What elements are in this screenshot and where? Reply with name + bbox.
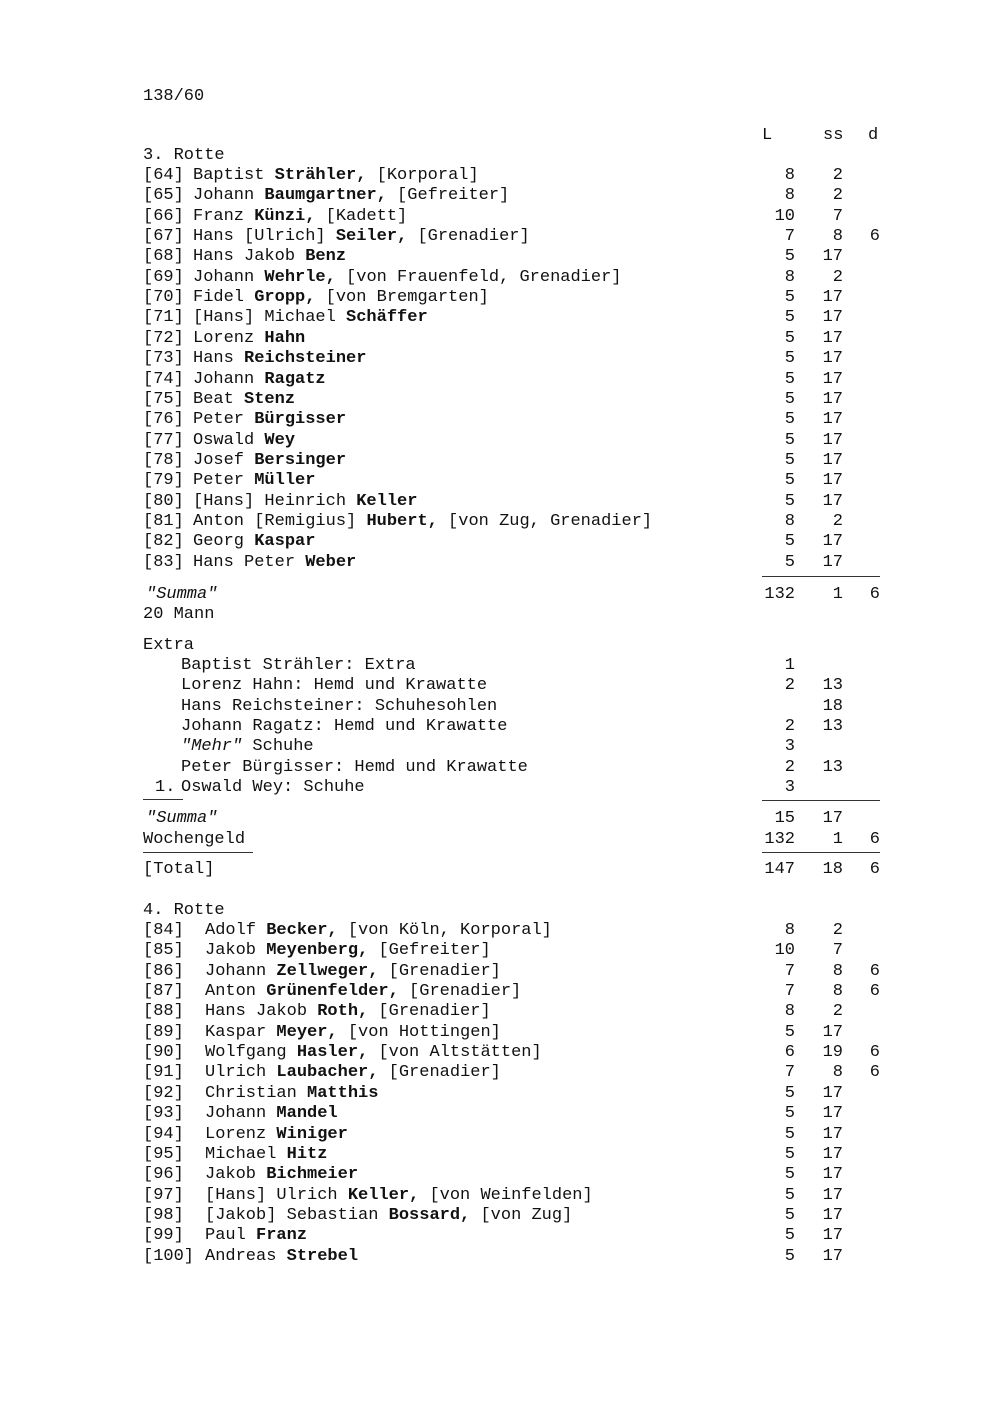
surname: Bichmeier [266, 1165, 359, 1185]
given-name: [Hans] Heinrich [193, 491, 357, 511]
person-entry [193, 390, 295, 410]
row-d: 6 [869, 982, 880, 1002]
extra-L: 1 [784, 656, 795, 675]
rank-note: [von Weinfelden] [419, 1185, 593, 1205]
given-name: Paul [205, 1226, 257, 1246]
row-number: [85] [143, 941, 184, 961]
extra-item-text: Baptist Strähler: Extra [181, 656, 416, 675]
row-number: [97] [143, 1185, 184, 1205]
person-entry [205, 982, 521, 1002]
row-ss: 7 [832, 206, 843, 226]
row-ss: 17 [822, 1083, 843, 1103]
surname: Zellweger, [276, 961, 379, 981]
row-number: [78] [143, 450, 184, 470]
row-L: 8 [784, 1002, 795, 1022]
rank-note: [Korporal] [366, 166, 479, 185]
surname: Meyer, [276, 1022, 338, 1042]
row-ss: 17 [822, 328, 843, 348]
row-ss: 2 [832, 511, 843, 531]
surname: Seiler, [335, 227, 408, 247]
row-L: 6 [784, 1043, 795, 1063]
extra-title: Extra [143, 636, 195, 655]
surname: Wehrle, [264, 267, 336, 287]
row-L: 7 [784, 982, 795, 1002]
extra-summa-L: 15 [774, 809, 795, 828]
surname: Hubert, [366, 511, 438, 531]
surname: Weber [305, 552, 357, 572]
rule-rotte3 [762, 576, 880, 577]
person-entry [193, 410, 346, 430]
row-number: [84] [143, 921, 184, 940]
person-entry [193, 349, 366, 369]
row-L: 7 [784, 961, 795, 981]
person-entry [193, 492, 417, 512]
extra-summa-ss: 17 [822, 809, 843, 828]
rank-note: [von Zug, Grenadier] [437, 511, 653, 531]
given-name: Johann [193, 369, 265, 389]
row-d: 6 [869, 1063, 880, 1083]
extra-L: 3 [784, 778, 795, 798]
row-ss: 8 [832, 1063, 843, 1083]
row-number: [83] [143, 552, 184, 572]
row-L: 5 [784, 1144, 795, 1164]
row-ss: 17 [822, 491, 843, 511]
row-d: 6 [869, 227, 880, 247]
row-L: 5 [784, 1104, 795, 1124]
person-entry [205, 921, 552, 941]
person-entry [205, 1063, 501, 1083]
given-name: Johann [205, 961, 277, 981]
extra-L: 2 [784, 757, 795, 777]
given-name: Beat [193, 389, 245, 409]
given-name: Johann [205, 1104, 277, 1124]
rank-note: [Grenadier] [398, 982, 522, 1002]
row-L: 7 [784, 227, 795, 247]
person-entry [193, 247, 346, 267]
row-number: [100] [143, 1246, 195, 1266]
rank-note: [Grenadier] [407, 227, 530, 247]
row-L: 8 [784, 921, 795, 940]
surname: Strähler, [274, 166, 367, 185]
row-ss: 17 [822, 532, 843, 552]
person-entry [193, 308, 428, 328]
given-name: Lorenz [205, 1124, 277, 1144]
surname: Stenz [244, 389, 296, 409]
row-L: 5 [784, 1246, 795, 1266]
surname: Bürgisser [254, 410, 347, 430]
rank-note: [von Bremgarten] [315, 288, 489, 308]
row-number: [72] [143, 328, 184, 348]
surname: Becker, [266, 921, 338, 940]
surname: Hahn [264, 328, 306, 348]
person-entry [205, 1002, 491, 1022]
row-number: [77] [143, 430, 184, 450]
rule-wochengeld-right [762, 852, 880, 853]
person-entry [193, 553, 356, 573]
person-entry [205, 1165, 358, 1185]
person-entry [193, 207, 407, 227]
given-name: Ulrich [205, 1063, 277, 1083]
row-L: 5 [784, 1205, 795, 1225]
row-number: [81] [143, 511, 184, 531]
rotte3-mann: 20 Mann [143, 605, 215, 624]
rank-note: [Grenadier] [368, 1002, 491, 1022]
row-ss: 17 [822, 308, 843, 328]
person-entry [193, 166, 479, 186]
surname: Grünenfelder, [266, 982, 399, 1002]
surname: Bersinger [254, 450, 347, 470]
extra-item [181, 676, 487, 696]
extra-item [181, 697, 497, 717]
row-ss: 2 [832, 186, 843, 206]
rank-note: [von Altstätten] [368, 1043, 542, 1063]
given-name: [Hans] Ulrich [205, 1185, 348, 1205]
row-L: 5 [784, 389, 795, 409]
row-number: [99] [143, 1226, 184, 1246]
extra-item [181, 778, 365, 798]
extra-ss: 13 [822, 717, 843, 737]
person-entry [205, 941, 491, 961]
extra-summa-label: "Summa" [146, 809, 218, 828]
rank-note: [Gefreiter] [368, 941, 491, 961]
row-L: 8 [784, 511, 795, 531]
given-name: Georg [193, 532, 255, 552]
row-L: 5 [784, 308, 795, 328]
person-entry [205, 1226, 307, 1246]
given-name: Wolfgang [205, 1043, 297, 1063]
extra-item-text: Schuhe [242, 737, 314, 757]
row-ss: 17 [822, 1144, 843, 1164]
extra-item [181, 656, 416, 676]
person-entry [205, 1145, 327, 1165]
row-number: [75] [143, 389, 184, 409]
extra-item-text: Lorenz Hahn: Hemd und Krawatte [181, 676, 488, 696]
given-name: Andreas [205, 1246, 287, 1266]
row-L: 5 [784, 1022, 795, 1042]
row-d: 6 [869, 1043, 880, 1063]
given-name: Anton [Remigius] [193, 511, 367, 531]
surname: Winiger [276, 1124, 348, 1144]
extra-ss: 13 [822, 757, 843, 777]
extra-item-text: Hans Reichsteiner: Schuhesohlen [181, 696, 498, 716]
given-name: Johann [193, 267, 265, 287]
row-ss: 17 [822, 389, 843, 409]
row-L: 5 [784, 288, 795, 308]
row-L: 10 [774, 206, 795, 226]
row-number: [94] [143, 1124, 184, 1144]
row-L: 5 [784, 552, 795, 572]
given-name: Hans [Ulrich] [193, 227, 336, 247]
extra-L: 2 [784, 676, 795, 696]
row-number: [71] [143, 308, 184, 328]
row-ss: 17 [822, 1022, 843, 1042]
rank-note: [Gefreiter] [386, 186, 510, 206]
row-number: [73] [143, 349, 184, 369]
row-L: 5 [784, 1083, 795, 1103]
wochengeld-d: 6 [869, 830, 880, 849]
extra-item-text: Johann Ragatz: Hemd und Krawatte [181, 717, 508, 737]
col-header-d: d [868, 126, 879, 145]
surname: Mandel [276, 1104, 338, 1124]
rank-note: [Grenadier] [378, 1063, 501, 1083]
given-name: Franz [193, 206, 255, 226]
row-ss: 17 [822, 552, 843, 572]
surname: Keller [356, 491, 418, 511]
row-ss: 17 [822, 1246, 843, 1266]
row-ss: 2 [832, 921, 843, 940]
extra-item-number: 1. [155, 778, 176, 798]
surname: Reichsteiner [244, 349, 367, 369]
rotte4-title: 4. Rotte [143, 901, 225, 920]
row-L: 5 [784, 1124, 795, 1144]
row-ss: 17 [822, 450, 843, 470]
surname: Bossard, [388, 1205, 471, 1225]
row-ss: 17 [822, 1104, 843, 1124]
row-L: 8 [784, 166, 795, 185]
extra-item-text: Oswald Wey: Schuhe [181, 778, 365, 798]
extra-item [181, 758, 528, 778]
row-L: 5 [784, 369, 795, 389]
row-ss: 17 [822, 471, 843, 491]
surname: Wey [264, 430, 296, 450]
row-L: 8 [784, 267, 795, 287]
total-ss: 18 [822, 860, 843, 879]
wochengeld-ss: 1 [832, 830, 843, 849]
person-entry [205, 1186, 593, 1206]
row-ss: 2 [832, 267, 843, 287]
given-name: Kaspar [205, 1022, 277, 1042]
row-ss: 2 [832, 1002, 843, 1022]
given-name: Hans Peter [193, 552, 306, 572]
person-entry [193, 288, 489, 308]
row-ss: 19 [822, 1043, 843, 1063]
surname: Schäffer [346, 308, 428, 328]
surname: Hasler, [296, 1043, 369, 1063]
surname: Strebel [286, 1246, 359, 1266]
surname: Künzi, [254, 206, 316, 226]
person-entry [193, 186, 509, 206]
row-ss: 17 [822, 247, 843, 267]
row-ss: 17 [822, 1185, 843, 1205]
row-number: [70] [143, 288, 184, 308]
row-number: [66] [143, 206, 184, 226]
row-number: [76] [143, 410, 184, 430]
surname: Gropp, [254, 288, 316, 308]
row-ss: 17 [822, 369, 843, 389]
rank-note: [von Frauenfeld, Grenadier] [335, 267, 622, 287]
extra-ss: 13 [822, 676, 843, 696]
person-entry [205, 1206, 572, 1226]
given-name: Christian [205, 1083, 308, 1103]
row-number: [89] [143, 1022, 184, 1042]
person-entry [205, 1125, 348, 1145]
person-entry [193, 370, 326, 390]
person-entry [193, 268, 622, 288]
given-name: [Hans] Michael [193, 308, 347, 328]
row-number: [98] [143, 1205, 184, 1225]
person-entry [193, 451, 346, 471]
rank-note: [Kadett] [315, 206, 408, 226]
row-L: 5 [784, 1185, 795, 1205]
surname: Franz [256, 1226, 308, 1246]
row-ss: 2 [832, 166, 843, 185]
row-number: [67] [143, 227, 184, 247]
given-name: Peter [193, 471, 255, 491]
person-entry [193, 532, 315, 552]
row-number: [69] [143, 267, 184, 287]
col-header-L: L [762, 126, 773, 145]
row-L: 8 [784, 186, 795, 206]
person-entry [193, 227, 530, 247]
surname: Baumgartner, [264, 186, 387, 206]
row-ss: 17 [822, 1124, 843, 1144]
rank-note: [Grenadier] [378, 961, 501, 981]
row-number: [82] [143, 532, 184, 552]
person-entry [193, 329, 305, 349]
surname: Kaspar [254, 532, 316, 552]
row-number: [65] [143, 186, 184, 206]
row-L: 5 [784, 532, 795, 552]
page-number: 138/60 [143, 87, 205, 106]
given-name: [Jakob] Sebastian [205, 1205, 389, 1225]
row-ss: 17 [822, 349, 843, 369]
person-entry [205, 1084, 378, 1104]
row-number: [90] [143, 1043, 184, 1063]
person-entry [193, 512, 652, 532]
given-name: Peter [193, 410, 255, 430]
row-number: [87] [143, 982, 184, 1002]
row-L: 5 [784, 491, 795, 511]
rotte3-summa-d: 6 [869, 585, 880, 604]
rank-note: [von Köln, Korporal] [337, 921, 552, 940]
row-L: 5 [784, 247, 795, 267]
given-name: Jakob [205, 941, 267, 961]
surname: Ragatz [264, 369, 326, 389]
surname: Matthis [307, 1083, 379, 1103]
surname: Keller, [347, 1185, 420, 1205]
row-number: [92] [143, 1083, 184, 1103]
extra-L: 2 [784, 717, 795, 737]
row-number: [88] [143, 1002, 184, 1022]
wochengeld-label: Wochengeld [143, 830, 246, 849]
given-name: Johann [193, 186, 265, 206]
extra-ss: 18 [822, 696, 843, 716]
rotte3-summa-label: "Summa" [146, 585, 218, 604]
given-name: Michael [205, 1144, 287, 1164]
row-ss: 8 [832, 961, 843, 981]
person-entry [205, 962, 501, 982]
row-number: [96] [143, 1165, 184, 1185]
person-entry [205, 1247, 358, 1267]
row-number: [80] [143, 491, 184, 511]
row-L: 5 [784, 471, 795, 491]
row-L: 5 [784, 1165, 795, 1185]
row-number: [74] [143, 369, 184, 389]
surname: Laubacher, [276, 1063, 379, 1083]
given-name: Hans Jakob [205, 1002, 318, 1022]
rank-note: [von Zug] [470, 1205, 573, 1225]
row-L: 5 [784, 349, 795, 369]
row-L: 5 [784, 450, 795, 470]
person-entry [205, 1023, 501, 1043]
total-label: [Total] [143, 860, 215, 879]
row-ss: 17 [822, 1226, 843, 1246]
row-d: 6 [869, 961, 880, 981]
given-name: Lorenz [193, 328, 265, 348]
row-L: 10 [774, 941, 795, 961]
person-entry [205, 1043, 542, 1063]
person-entry [193, 471, 315, 491]
row-ss: 17 [822, 430, 843, 450]
surname: Meyenberg, [266, 941, 369, 961]
extra-L: 3 [784, 737, 795, 757]
row-ss: 17 [822, 288, 843, 308]
surname: Benz [305, 247, 347, 267]
surname: Roth, [317, 1002, 369, 1022]
person-entry [205, 1104, 338, 1124]
row-number: [95] [143, 1144, 184, 1164]
surname: Müller [254, 471, 316, 491]
person-entry [193, 431, 295, 451]
rank-note: [von Hottingen] [337, 1022, 501, 1042]
total-L: 147 [764, 860, 795, 879]
row-number: [91] [143, 1063, 184, 1083]
total-d: 6 [869, 860, 880, 879]
given-name: Oswald [193, 430, 265, 450]
col-header-ss: ss [823, 126, 844, 145]
row-number: [64] [143, 166, 184, 185]
row-ss: 8 [832, 227, 843, 247]
extra-item-text: Peter Bürgisser: Hemd und Krawatte [181, 757, 528, 777]
row-ss: 17 [822, 410, 843, 430]
row-L: 5 [784, 410, 795, 430]
row-L: 5 [784, 430, 795, 450]
given-name: Hans Jakob [193, 247, 306, 267]
surname: Hitz [286, 1144, 328, 1164]
rule-wochengeld-left [143, 852, 253, 853]
rotte3-summa-ss: 1 [832, 585, 843, 604]
given-name: Adolf [205, 921, 267, 940]
row-number: [79] [143, 471, 184, 491]
row-ss: 17 [822, 1165, 843, 1185]
row-ss: 17 [822, 1205, 843, 1225]
given-name: Baptist [193, 166, 275, 185]
row-number: [93] [143, 1104, 184, 1124]
given-name: Hans [193, 349, 245, 369]
extra-item [181, 737, 314, 757]
rotte3-title: 3. Rotte [143, 146, 225, 165]
rule-extra-left [143, 799, 183, 800]
row-number: [86] [143, 961, 184, 981]
rule-extra [762, 800, 880, 801]
row-ss: 8 [832, 982, 843, 1002]
given-name: Anton [205, 982, 267, 1002]
given-name: Jakob [205, 1165, 267, 1185]
row-number: [68] [143, 247, 184, 267]
row-ss: 7 [832, 941, 843, 961]
extra-item-italic: "Mehr" [181, 737, 243, 757]
given-name: Fidel [193, 288, 255, 308]
rotte3-summa-L: 132 [764, 585, 795, 604]
row-L: 7 [784, 1063, 795, 1083]
wochengeld-L: 132 [764, 830, 795, 849]
given-name: Josef [193, 450, 255, 470]
row-L: 5 [784, 1226, 795, 1246]
extra-item [181, 717, 507, 737]
row-L: 5 [784, 328, 795, 348]
